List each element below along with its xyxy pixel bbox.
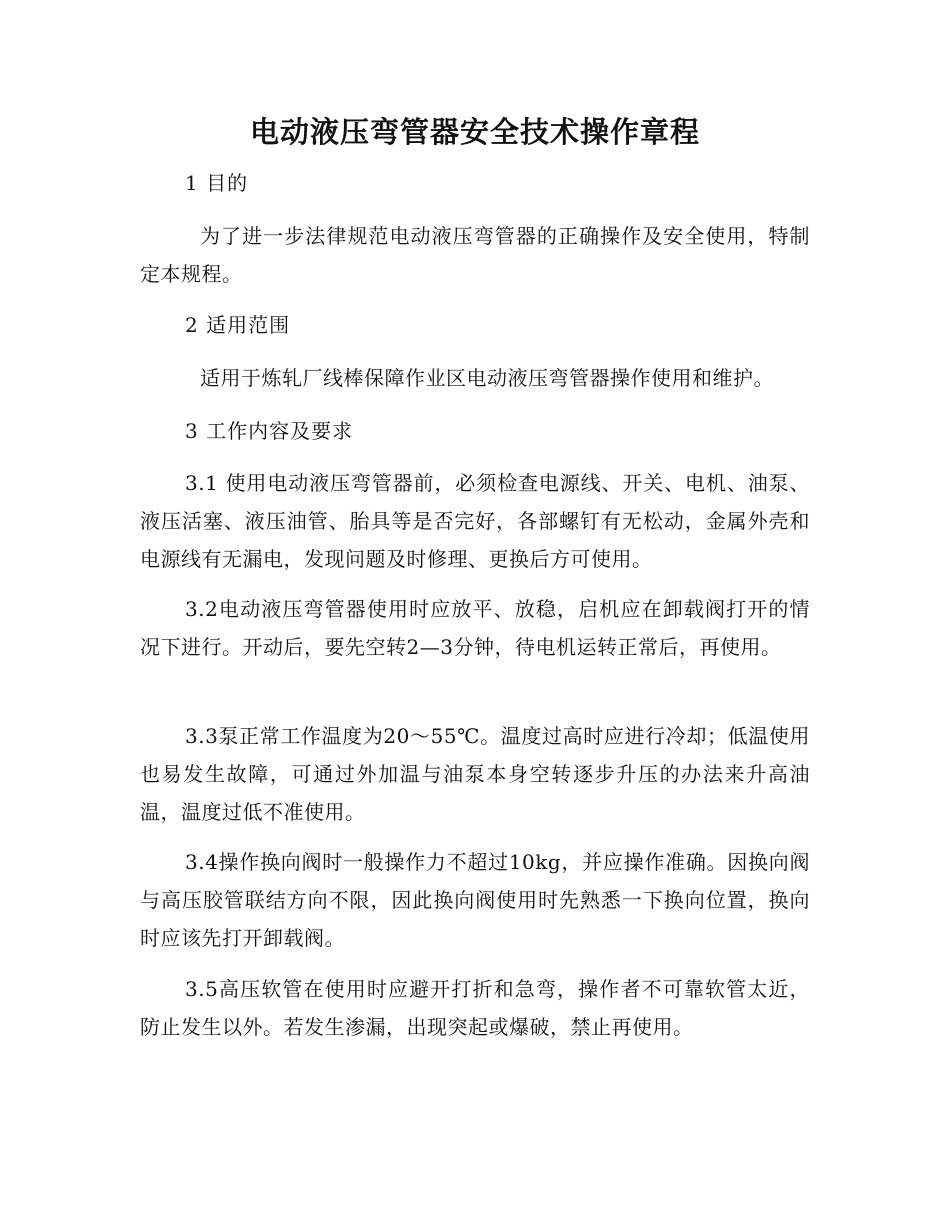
section-heading-purpose: 1 目的 — [185, 171, 249, 195]
requirement-item-3-3: 3.3泵正常工作温度为20～55℃。温度过高时应进行冷却；低温使用也易发生故障，可通过外加温与油泵本身空转逐步升压的办法来升高油温，温度过低不准使用。 — [140, 724, 810, 824]
requirement-item-3-1: 3.1 使用电动液压弯管器前，必须检查电源线、开关、电机、油泵、液压活塞、液压油管、胎具等是否完好，各部螺钉有无松动，金属外壳和电源线有无漏电，发现问题及时修理、更换后方可使用。 — [140, 471, 810, 571]
section-heading-scope: 2 适用范围 — [185, 313, 291, 337]
document-title: 电动液压弯管器安全技术操作章程 — [249, 115, 700, 149]
section-heading-requirements: 3 工作内容及要求 — [185, 419, 354, 443]
requirement-item-3-5: 3.5高压软管在使用时应避开打折和急弯，操作者不可靠软管太近，防止发生以外。若发生渗漏，出现突起或爆破，禁止再使用。 — [140, 977, 810, 1039]
requirement-item-3-2: 3.2电动液压弯管器使用时应放平、放稳，启机应在卸载阀打开的情况下进行。开动后，要先空转2—3分钟，待电机运转正常后，再使用。 — [140, 597, 810, 659]
section-body-scope: 适用于炼轧厂线棒保障作业区电动液压弯管器操作使用和维护。 — [200, 366, 774, 390]
requirement-item-3-4: 3.4操作换向阀时一般操作力不超过10kg，并应操作准确。因换向阀与高压胶管联结方向不限，因此换向阀使用时先熟悉一下换向位置，换向时应该先打开卸载阀。 — [140, 850, 810, 950]
section-body-purpose: 为了进一步法律规范电动液压弯管器的正确操作及安全使用，特制定本规程。 — [140, 224, 810, 286]
